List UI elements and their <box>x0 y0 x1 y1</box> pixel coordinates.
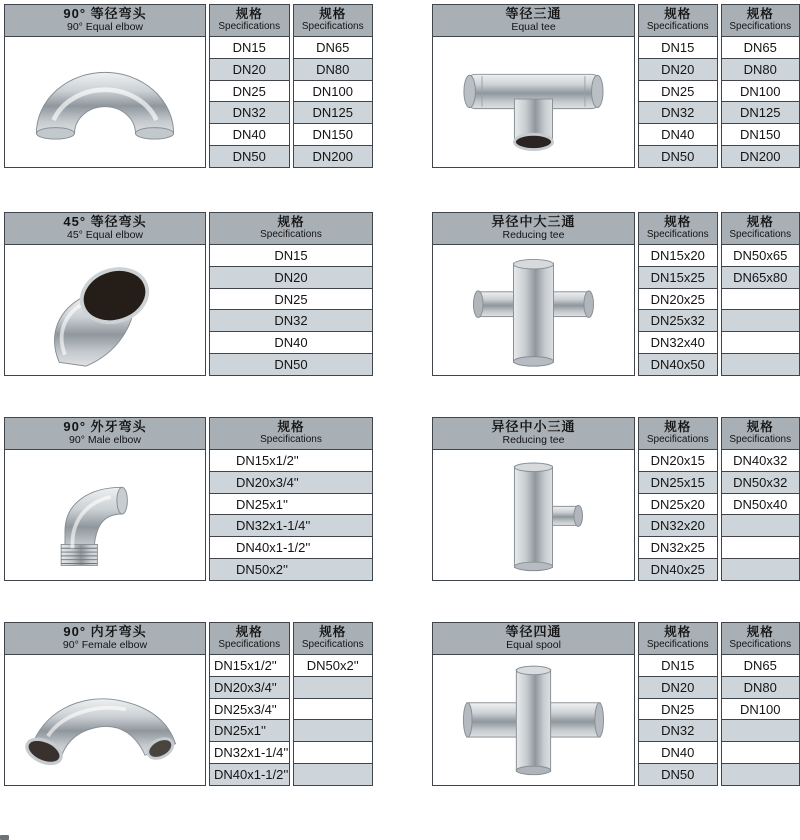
elbow-45-photo-svg <box>9 248 201 373</box>
spec-column-header <box>638 622 718 655</box>
spec-cell: DN200 <box>722 145 800 167</box>
spec-cell: DN20 <box>639 676 717 698</box>
reducing-tee-small-photo-svg <box>437 453 630 578</box>
spec-label-zh: 规格 <box>277 420 305 435</box>
product-pane <box>4 212 206 376</box>
product-pane <box>4 622 206 786</box>
product-title <box>4 622 206 655</box>
spec-label-zh: 规格 <box>746 215 774 230</box>
elbow-45-photo <box>4 245 206 376</box>
spec-cell <box>722 763 800 785</box>
equal-spool-photo-svg <box>437 658 630 783</box>
spec-column-header <box>721 622 800 655</box>
spec-column <box>638 212 718 376</box>
spec-column <box>638 4 718 168</box>
spec-column <box>293 4 374 168</box>
spec-cell: DN32x20 <box>639 514 717 536</box>
spec-cell: DN32 <box>639 101 717 123</box>
product-pane <box>4 4 206 168</box>
spec-cell: DN80 <box>722 58 800 80</box>
product-title <box>4 212 206 245</box>
spec-cell <box>294 698 373 720</box>
spec-label-zh: 规格 <box>664 625 692 640</box>
spec-label-en: Specifications <box>301 639 364 651</box>
spec-column <box>721 4 800 168</box>
spec-cell: DN20 <box>210 266 372 288</box>
spec-cell: DN25x20 <box>639 493 717 515</box>
spec-area <box>638 622 800 786</box>
spec-cell: DN20x15 <box>639 450 717 471</box>
product-pane <box>432 622 635 786</box>
spec-cell: DN100 <box>294 80 373 102</box>
spec-column-header <box>209 4 290 37</box>
spec-column <box>293 622 374 786</box>
male-elbow-photo <box>4 450 206 581</box>
spec-cell: DN25x15 <box>639 471 717 493</box>
spec-label-en: Specifications <box>301 21 364 33</box>
spec-cell: DN40x50 <box>639 353 717 375</box>
spec-cell: DN25 <box>210 288 372 310</box>
spec-label-zh: 规格 <box>746 625 774 640</box>
spec-column <box>638 622 718 786</box>
spec-rows <box>638 655 718 786</box>
spec-label-en: Specifications <box>646 21 709 33</box>
spec-cell: DN25x1'' <box>210 493 372 515</box>
spec-cell <box>722 331 800 353</box>
spec-cell <box>722 719 800 741</box>
spec-label-en: Specifications <box>729 21 792 33</box>
spec-cell: DN150 <box>294 123 373 145</box>
spec-cell: DN15x1/2'' <box>210 450 372 471</box>
product-block-reducing-tee-large <box>432 212 800 376</box>
spec-cell <box>294 763 373 785</box>
spec-cell: DN200 <box>294 145 373 167</box>
female-elbow-photo-svg <box>9 658 201 783</box>
spec-cell: DN40 <box>639 741 717 763</box>
spec-cell: DN125 <box>722 101 800 123</box>
spec-label-en: Specifications <box>729 229 792 241</box>
spec-column <box>721 417 800 581</box>
spec-cell: DN50x2'' <box>294 655 373 676</box>
spec-cell: DN32x1-1/4'' <box>210 514 372 536</box>
spec-cell: DN80 <box>722 676 800 698</box>
spec-column-header <box>721 4 800 37</box>
elbow-90-photo <box>4 37 206 168</box>
spec-cell: DN50 <box>210 145 289 167</box>
spec-cell <box>294 719 373 741</box>
product-title <box>432 622 635 655</box>
product-pane <box>432 212 635 376</box>
spec-column <box>209 4 290 168</box>
product-title-zh: 异径中大三通 <box>491 214 576 230</box>
spec-cell <box>722 741 800 763</box>
spec-cell: DN50x32 <box>722 471 800 493</box>
spec-cell: DN25x1'' <box>210 719 289 741</box>
elbow-90-photo-svg <box>9 40 201 165</box>
spec-cell <box>294 741 373 763</box>
spec-cell: DN15x20 <box>639 245 717 266</box>
spec-cell: DN125 <box>294 101 373 123</box>
spec-column-header <box>721 212 800 245</box>
spec-label-zh: 规格 <box>319 7 347 22</box>
spec-cell: DN25x3/4'' <box>210 698 289 720</box>
spec-cell: DN50 <box>639 763 717 785</box>
spec-area <box>209 212 373 376</box>
reducing-tee-large-photo <box>432 245 635 376</box>
spec-cell: DN20 <box>210 58 289 80</box>
product-title-en: Reducing tee <box>502 434 565 447</box>
spec-cell: DN50x2'' <box>210 558 372 580</box>
spec-column <box>209 417 373 581</box>
spec-cell: DN15x25 <box>639 266 717 288</box>
spec-label-zh: 规格 <box>746 420 774 435</box>
spec-cell: DN15x1/2'' <box>210 655 289 676</box>
spec-cell: DN65 <box>294 37 373 58</box>
spec-rows <box>721 450 800 581</box>
product-title-zh: 45° 等径弯头 <box>63 214 147 230</box>
product-title <box>4 417 206 450</box>
spec-cell: DN25x32 <box>639 309 717 331</box>
product-block-elbow-90 <box>4 4 373 168</box>
spec-cell: DN100 <box>722 80 800 102</box>
spec-area <box>638 4 800 168</box>
male-elbow-photo-svg <box>9 453 201 578</box>
spec-cell: DN65x80 <box>722 266 800 288</box>
spec-label-en: Specifications <box>260 434 322 446</box>
spec-area <box>209 417 373 581</box>
product-title-en: Equal tee <box>511 21 556 34</box>
spec-cell: DN40 <box>639 123 717 145</box>
equal-tee-photo <box>432 37 635 168</box>
spec-area <box>638 212 800 376</box>
product-title-zh: 等径三通 <box>505 6 562 22</box>
spec-area <box>209 4 373 168</box>
spec-cell: DN65 <box>722 655 800 676</box>
spec-cell: DN15 <box>639 655 717 676</box>
spec-label-zh: 规格 <box>664 420 692 435</box>
product-title-en: 90° Female elbow <box>62 639 148 652</box>
product-block-male-elbow <box>4 417 373 581</box>
spec-label-zh: 规格 <box>235 625 263 640</box>
spec-area <box>638 417 800 581</box>
reducing-tee-small-photo <box>432 450 635 581</box>
product-title-zh: 90° 内牙弯头 <box>63 624 147 640</box>
spec-column <box>209 622 290 786</box>
spec-label-en: Specifications <box>729 639 792 651</box>
spec-cell <box>722 309 800 331</box>
spec-column <box>721 212 800 376</box>
spec-cell: DN150 <box>722 123 800 145</box>
spec-label-en: Specifications <box>218 639 281 651</box>
product-pane <box>432 4 635 168</box>
spec-label-zh: 规格 <box>235 7 263 22</box>
equal-spool-photo <box>432 655 635 786</box>
product-block-equal-tee <box>432 4 800 168</box>
product-pane <box>432 417 635 581</box>
spec-column-header <box>209 417 373 450</box>
product-block-female-elbow <box>4 622 373 786</box>
product-title-zh: 90° 外牙弯头 <box>63 419 147 435</box>
spec-column-header <box>293 4 374 37</box>
spec-column-header <box>638 417 718 450</box>
spec-column <box>209 212 373 376</box>
spec-label-en: Specifications <box>260 229 322 241</box>
spec-cell: DN40x32 <box>722 450 800 471</box>
spec-cell: DN20x3/4'' <box>210 471 372 493</box>
spec-cell: DN32x40 <box>639 331 717 353</box>
product-title-en: 90° Male elbow <box>69 434 141 447</box>
spec-cell <box>722 288 800 310</box>
spec-cell: DN40x25 <box>639 558 717 580</box>
spec-column-header <box>293 622 374 655</box>
female-elbow-photo <box>4 655 206 786</box>
spec-cell: DN32x25 <box>639 536 717 558</box>
spec-label-en: Specifications <box>729 434 792 446</box>
spec-area <box>209 622 373 786</box>
scan-artifact <box>0 835 9 840</box>
spec-cell: DN100 <box>722 698 800 720</box>
spec-cell: DN50x40 <box>722 493 800 515</box>
spec-cell: DN25 <box>210 80 289 102</box>
spec-rows <box>209 245 373 376</box>
spec-label-zh: 规格 <box>277 215 305 230</box>
spec-cell: DN20x3/4'' <box>210 676 289 698</box>
product-title <box>432 212 635 245</box>
spec-label-zh: 规格 <box>664 7 692 22</box>
spec-cell <box>294 676 373 698</box>
spec-cell <box>722 353 800 375</box>
spec-cell <box>722 558 800 580</box>
product-title-zh: 异径中小三通 <box>491 419 576 435</box>
spec-label-zh: 规格 <box>746 7 774 22</box>
spec-rows <box>293 37 374 168</box>
spec-column-header <box>638 4 718 37</box>
spec-label-en: Specifications <box>646 639 709 651</box>
spec-cell: DN32 <box>210 101 289 123</box>
spec-cell: DN50x65 <box>722 245 800 266</box>
product-title-en: Equal spool <box>506 639 561 652</box>
product-block-reducing-tee-small <box>432 417 800 581</box>
product-block-elbow-45 <box>4 212 373 376</box>
spec-rows <box>209 37 290 168</box>
spec-label-zh: 规格 <box>664 215 692 230</box>
product-title-zh: 等径四通 <box>505 624 562 640</box>
spec-cell: DN65 <box>722 37 800 58</box>
spec-cell: DN40x1-1/2'' <box>210 763 289 785</box>
spec-cell: DN15 <box>210 37 289 58</box>
spec-rows <box>721 245 800 376</box>
spec-rows <box>721 655 800 786</box>
product-title-zh: 90° 等径弯头 <box>63 6 147 22</box>
product-pane <box>4 417 206 581</box>
spec-column-header <box>721 417 800 450</box>
product-title-en: Reducing tee <box>502 229 565 242</box>
spec-cell: DN20 <box>639 58 717 80</box>
spec-cell: DN32x1-1/4'' <box>210 741 289 763</box>
spec-column <box>721 622 800 786</box>
product-title-en: 90° Equal elbow <box>66 21 143 34</box>
spec-cell: DN40x1-1/2'' <box>210 536 372 558</box>
spec-rows <box>209 450 373 581</box>
spec-cell: DN15 <box>210 245 372 266</box>
spec-rows <box>293 655 374 786</box>
equal-tee-photo-svg <box>437 40 630 165</box>
spec-cell: DN80 <box>294 58 373 80</box>
spec-cell: DN25 <box>639 80 717 102</box>
spec-cell: DN32 <box>639 719 717 741</box>
spec-cell: DN40 <box>210 331 372 353</box>
spec-cell: DN50 <box>210 353 372 375</box>
spec-column <box>638 417 718 581</box>
spec-cell: DN40 <box>210 123 289 145</box>
spec-column-header <box>638 212 718 245</box>
spec-rows <box>638 450 718 581</box>
product-title <box>4 4 206 37</box>
product-title <box>432 417 635 450</box>
spec-rows <box>638 245 718 376</box>
spec-cell <box>722 514 800 536</box>
spec-label-zh: 规格 <box>319 625 347 640</box>
spec-cell: DN15 <box>639 37 717 58</box>
product-block-equal-spool <box>432 622 800 786</box>
spec-rows <box>209 655 290 786</box>
spec-cell: DN20x25 <box>639 288 717 310</box>
reducing-tee-large-photo-svg <box>437 248 630 373</box>
spec-column-header <box>209 622 290 655</box>
product-title-en: 45° Equal elbow <box>66 229 143 242</box>
spec-label-en: Specifications <box>218 21 281 33</box>
spec-cell <box>722 536 800 558</box>
spec-label-en: Specifications <box>646 434 709 446</box>
spec-rows <box>638 37 718 168</box>
spec-label-en: Specifications <box>646 229 709 241</box>
spec-column-header <box>209 212 373 245</box>
spec-cell: DN25 <box>639 698 717 720</box>
product-title <box>432 4 635 37</box>
spec-cell: DN50 <box>639 145 717 167</box>
spec-cell: DN32 <box>210 309 372 331</box>
spec-rows <box>721 37 800 168</box>
